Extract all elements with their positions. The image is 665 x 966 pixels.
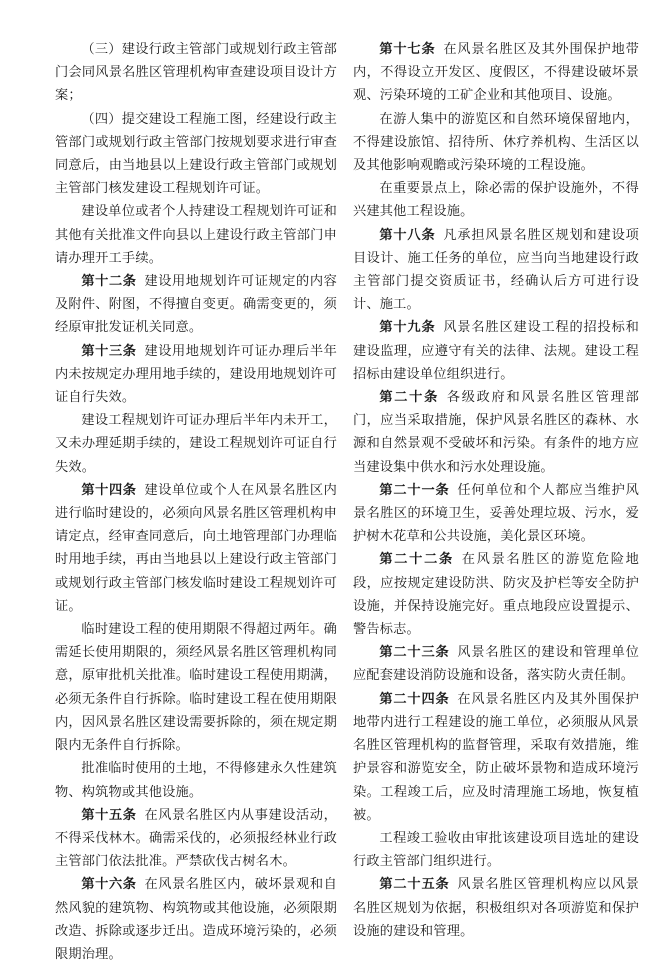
paragraph-text: 建设工程规划许可证办理后半年内未开工，又未办理延期手续的，建设工程规划许可证自行失效。 (55, 413, 337, 475)
article-number: 第十八条 (379, 227, 436, 243)
paragraph-text: 在重要景点上，除必需的保护设施外，不得兴建其他工程设施。 (353, 181, 639, 220)
paragraph-text: 建设单位或个人在风景名胜区内进行临时建设的，必须向风景名胜区管理机构申请定点，经审查同意后，向土地管理部门办理临时用地手续，再由当地县以上建设行政主管部门或规划行政主管部门核发临时建设工程规划许可证。 (55, 482, 337, 614)
article-number: 第二十五条 (379, 877, 450, 893)
paragraph-text: 在风景名胜区内，破坏景观和自然风貌的建筑物、构筑物或其他设施，必须限期改造、拆除或逐步迁出。造成环境污染的，必须限期治理。 (55, 877, 337, 962)
paragraph-text: （三）建设行政主管部门或规划行政主管部门会同风景名胜区管理机构审查建设项目设计方案； (55, 42, 337, 104)
paragraph-text: 风景名胜区管理机构应以风景名胜区规划为依据，积极组织对各项游览和保护设施的建设和管理。 (353, 877, 639, 939)
paragraph (353, 108, 639, 178)
paragraph-text: 任何单位和个人都应当维护风景名胜区的环境卫生，妥善处理垃圾、污水，爱护树木花草和公共设施，美化景区环境。 (353, 482, 639, 545)
article-number: 第十七条 (379, 42, 436, 57)
paragraph-text: 在风景名胜区及其外围保护地带内，不得设立开发区、度假区，不得建设破坏景观、污染环境的工矿企业和其他项目、设施。 (353, 42, 639, 104)
paragraph (55, 409, 337, 479)
paragraph (353, 177, 639, 223)
article-number: 第十四条 (81, 482, 137, 498)
paragraph (55, 108, 337, 201)
paragraph (55, 38, 337, 108)
article-number: 第十九条 (379, 320, 436, 336)
left-column (55, 38, 337, 962)
paragraph (353, 38, 639, 108)
paragraph (55, 804, 337, 874)
paragraph (353, 641, 639, 687)
paragraph-text: 凡承担风景名胜区规划和建设项目设计、施工任务的单位，应当向当地建设行政主管部门提交资质证书，经确认后方可进行设计、施工。 (353, 227, 639, 313)
article-number: 第二十条 (379, 390, 439, 406)
paragraph (55, 479, 337, 618)
article-number: 第十三条 (81, 343, 137, 359)
paragraph-text: 建设用地规划许可证办理后半年内未按规定办理用地手续的，建设用地规划许可证自行失效。 (55, 343, 337, 406)
paragraph (55, 200, 337, 270)
paragraph-text: 临时建设工程的使用期限不得超过两年。确需延长使用期限的，须经风景名胜区管理机构同意，原审批机关批准。临时建设工程使用期满，必须无条件自行拆除。临时建设工程在使用期限内，因风景名胜区建设需要拆除的，须在规定期限内无条件自行拆除。 (55, 622, 337, 754)
article-number: 第十六条 (81, 877, 137, 893)
paragraph-text: 工程竣工验收由审批该建设项目选址的建设行政主管部门组织进行。 (353, 830, 639, 870)
article-number: 第二十三条 (379, 645, 450, 661)
article-number: 第二十二条 (379, 552, 454, 568)
paragraph (55, 873, 337, 966)
paragraph (55, 618, 337, 757)
paragraph (353, 316, 639, 386)
article-number: 第十五条 (81, 807, 137, 823)
paragraph-text: 在风景名胜区内及其外围保护地带内进行工程建设的施工单位，必须服从风景名胜区管理机构的监督管理，采取有效措施，维护景容和游览安全，防止破坏景物和造成环境污染。工程竣工后，应及时清理施工场地，恢复植被。 (353, 691, 639, 823)
paragraph (353, 386, 639, 479)
paragraph-text: 风景名胜区的建设和管理单位应配套建设消防设施和设备，落实防火责任制。 (353, 645, 639, 684)
paragraph (353, 479, 639, 549)
paragraph-text: 风景名胜区建设工程的招投标和建设监理，应遵守有关的法律、法规。建设工程招标由建设单位组织进行。 (353, 320, 639, 382)
paragraph-text: 批准临时使用的土地，不得修建永久性建筑物、构筑物或其他设施。 (55, 761, 337, 800)
article-number: 第十二条 (81, 274, 137, 290)
article-number: 第二十一条 (379, 482, 450, 498)
paragraph-text: 各级政府和风景名胜区管理部门，应当采取措施，保护风景名胜区的森林、水源和自然景观不受破坏和污染。有条件的地方应当建设集中供水和污水处理设施。 (353, 390, 639, 475)
article-number: 第二十四条 (379, 691, 450, 707)
paragraph (353, 827, 639, 873)
paragraph-text: 在风景名胜区的游览危险地段，应按规定建设防洪、防灾及护栏等安全防护设施，并保持设施完好。重点地段应设置提示、警告标志。 (353, 552, 640, 638)
paragraph-text: 建设单位或者个人持建设工程规划许可证和其他有关批准文件向县以上建设行政主管部门申请办理开工手续。 (55, 204, 337, 266)
paragraph-text: 在风景名胜区内从事建设活动，不得采伐林木。确需采伐的，必须报经林业行政主管部门依法批准。严禁砍伐古树名木。 (55, 807, 337, 870)
right-column (353, 38, 640, 939)
paragraph (55, 757, 337, 803)
paragraph (55, 270, 337, 340)
paragraph-text: 建设用地规划许可证规定的内容及附件、附图，不得擅自变更。确需变更的，须经原审批发证机关同意。 (55, 274, 337, 336)
paragraph (353, 873, 639, 943)
paragraph (55, 340, 337, 410)
paragraph (353, 548, 639, 641)
paragraph-text: 在游人集中的游览区和自然环境保留地内，不得建设旅馆、招待所、休疗养机构、生活区以及其他影响观瞻或污染环境的工程设施。 (353, 111, 639, 174)
paragraph-text: （四）提交建设工程施工图，经建设行政主管部门或规划行政主管部门按规划要求进行审查同意后，由当地县以上建设行政主管部门或规划主管部门核发建设工程规划许可证。 (55, 111, 337, 197)
paragraph (353, 224, 639, 317)
paragraph (353, 688, 639, 827)
